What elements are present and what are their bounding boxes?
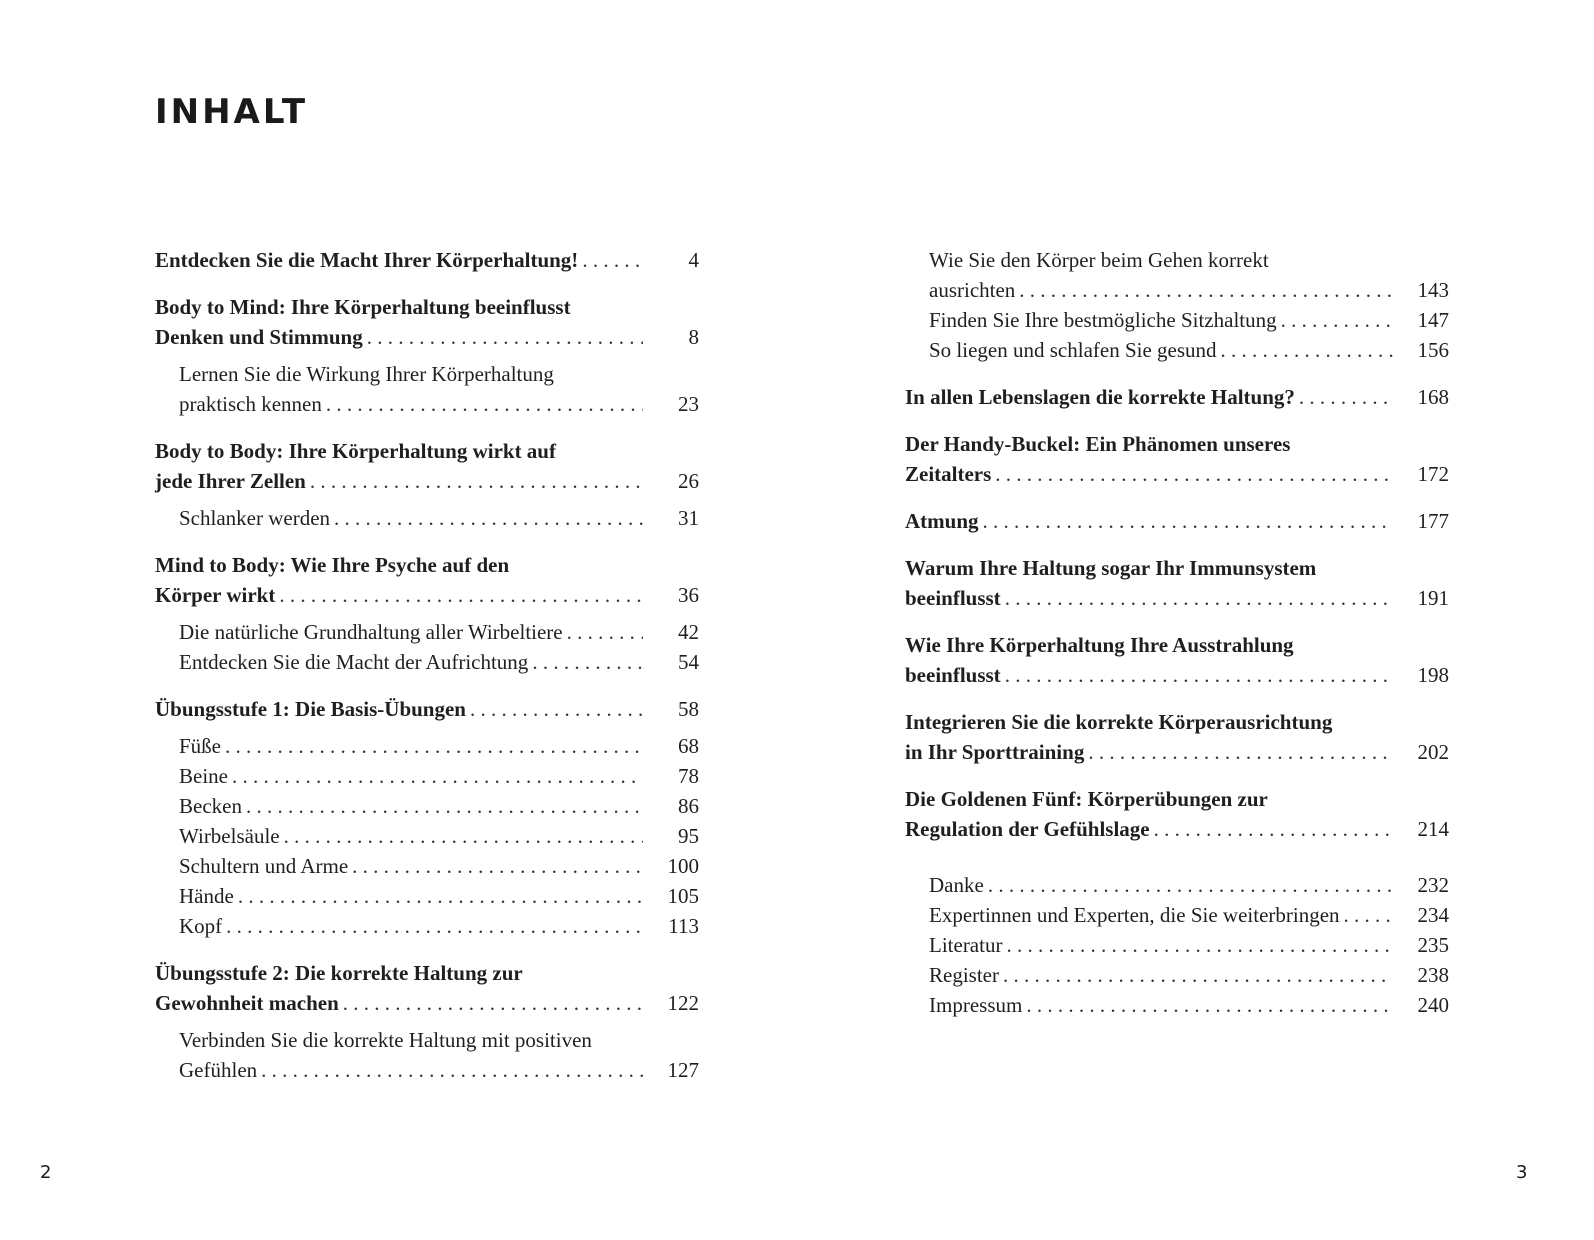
toc-entry-page: 232 (1417, 873, 1449, 897)
dot-leader (261, 1055, 643, 1085)
toc-entry[interactable] (155, 292, 699, 352)
toc-entry-page: 23 (678, 392, 699, 416)
dot-leader (1344, 900, 1393, 930)
toc-entry-title: Übungsstufe 1: Die Basis-Übungen (155, 697, 466, 721)
toc-entry-title: Impressum (929, 993, 1023, 1017)
page-title: INHALT (155, 92, 309, 132)
toc-entry-title: Mind to Body: Wie Ihre Psyche auf den (155, 553, 510, 577)
toc-entry[interactable] (155, 694, 699, 724)
toc-entry-page: 113 (668, 914, 699, 938)
toc-entry[interactable] (905, 630, 1449, 690)
toc-entry-page: 202 (1417, 740, 1449, 764)
toc-entry-title: Becken (179, 794, 242, 818)
dot-leader (1003, 960, 1393, 990)
page-number-left: 2 (40, 1162, 52, 1183)
toc-entry[interactable] (905, 245, 1449, 305)
toc-entry[interactable] (155, 791, 699, 821)
toc-entry-title: Regulation der Gefühlslage (905, 817, 1150, 841)
toc-entry[interactable] (155, 359, 699, 419)
toc-entry[interactable] (905, 870, 1449, 900)
dot-leader (1005, 660, 1393, 690)
dot-leader (1026, 990, 1393, 1020)
dot-leader (983, 506, 1393, 536)
toc-entry-title: Die Goldenen Fünf: Körperübungen zur (905, 787, 1268, 811)
toc-entry-title: Danke (929, 873, 984, 897)
dot-leader (284, 821, 643, 851)
toc-entry-title: Lernen Sie die Wirkung Ihrer Körperhaltung (179, 362, 554, 386)
toc-entry-page: 122 (667, 991, 699, 1015)
toc-entry-title: Kopf (179, 914, 223, 938)
toc-entry-title: praktisch kennen (179, 392, 322, 416)
toc-entry[interactable] (905, 930, 1449, 960)
toc-entry-title: Übungsstufe 2: Die korrekte Haltung zur (155, 961, 523, 985)
toc-entry-title: Wie Sie den Körper beim Gehen korrekt (929, 248, 1269, 272)
dot-leader (226, 911, 643, 941)
toc-entry-page: 68 (678, 734, 699, 758)
dot-leader (279, 580, 643, 610)
toc-entry-page: 191 (1417, 586, 1449, 610)
toc-entry-page: 172 (1417, 462, 1449, 486)
toc-entry-page: 238 (1417, 963, 1449, 987)
toc-entry-title: Gewohnheit machen (155, 991, 339, 1015)
dot-leader (1006, 930, 1393, 960)
toc-entry-title: Denken und Stimmung (155, 325, 363, 349)
toc-entry-page: 235 (1417, 933, 1449, 957)
dot-leader (1154, 814, 1393, 844)
dot-leader (367, 322, 643, 352)
dot-leader (225, 731, 643, 761)
toc-entry[interactable] (905, 305, 1449, 335)
dot-leader (334, 503, 643, 533)
toc-entry-page: 95 (678, 824, 699, 848)
toc-entry-page: 36 (678, 583, 699, 607)
toc-entry-title: Entdecken Sie die Macht Ihrer Körperhaltung! (155, 248, 579, 272)
toc-entry[interactable] (905, 553, 1449, 613)
toc-entry-title: Literatur (929, 933, 1003, 957)
toc-entry-page: 86 (678, 794, 699, 818)
toc-entry-page: 8 (688, 325, 699, 349)
toc-entry-title: in Ihr Sporttraining (905, 740, 1085, 764)
toc-entry-page: 234 (1417, 903, 1449, 927)
toc-entry[interactable] (155, 821, 699, 851)
toc-entry-title: Schultern und Arme (179, 854, 349, 878)
toc-entry-title: Body to Body: Ihre Körperhaltung wirkt auf (155, 439, 556, 463)
dot-leader (567, 617, 643, 647)
toc-entry-page: 78 (678, 764, 699, 788)
toc-entry[interactable] (155, 851, 699, 881)
toc-column-right (905, 245, 1449, 1020)
toc-entry-page: 26 (678, 469, 699, 493)
dot-leader (1019, 275, 1393, 305)
toc-entry-page: 168 (1417, 385, 1449, 409)
dot-leader (470, 694, 643, 724)
toc-entry[interactable] (155, 1025, 699, 1085)
toc-entry-title: Gefühlen (179, 1058, 258, 1082)
toc-entry[interactable] (155, 911, 699, 941)
toc-entry-page: 147 (1417, 308, 1449, 332)
dot-leader (238, 881, 643, 911)
dot-leader (1005, 583, 1393, 613)
dot-leader (310, 466, 643, 496)
toc-entry-title: ausrichten (929, 278, 1016, 302)
toc-entry-page: 240 (1417, 993, 1449, 1017)
toc-entry-title: Expertinnen und Experten, die Sie weiterbringen (929, 903, 1340, 927)
toc-entry-page: 177 (1417, 509, 1449, 533)
page-number-right: 3 (1516, 1162, 1528, 1183)
dot-leader (343, 988, 643, 1018)
dot-leader (232, 761, 643, 791)
toc-entry-title: beeinflusst (905, 586, 1001, 610)
toc-entry-title: Der Handy-Buckel: Ein Phänomen unseres (905, 432, 1291, 456)
toc-entry[interactable] (905, 506, 1449, 536)
toc-entry-page: 4 (688, 248, 699, 272)
toc-entry-title: So liegen und schlafen Sie gesund (929, 338, 1217, 362)
toc-entry-title: Finden Sie Ihre bestmögliche Sitzhaltung (929, 308, 1277, 332)
toc-entry[interactable] (905, 900, 1449, 930)
toc-entry[interactable] (905, 707, 1449, 767)
toc-entry-title: Atmung (905, 509, 979, 533)
toc-entry[interactable] (155, 503, 699, 533)
toc-entry-page: 58 (678, 697, 699, 721)
toc-entry[interactable] (905, 429, 1449, 489)
toc-entry[interactable] (155, 958, 699, 1018)
toc-entry-title: Integrieren Sie die korrekte Körperausrichtung (905, 710, 1333, 734)
toc-column-left (155, 245, 699, 1085)
toc-entry-page: 156 (1417, 338, 1449, 362)
dot-leader (1281, 305, 1393, 335)
toc-entry-page: 31 (678, 506, 699, 530)
toc-entry-title: Body to Mind: Ihre Körperhaltung beeinflusst (155, 295, 571, 319)
dot-leader (1088, 737, 1393, 767)
dot-leader (1299, 382, 1393, 412)
toc-entry-page: 100 (667, 854, 699, 878)
toc-entry[interactable] (155, 881, 699, 911)
toc-entry-page: 198 (1417, 663, 1449, 687)
toc-entry-title: Die natürliche Grundhaltung aller Wirbeltiere (179, 620, 563, 644)
toc-entry[interactable] (155, 647, 699, 677)
toc-entry[interactable] (155, 761, 699, 791)
toc-entry-title: Körper wirkt (155, 583, 276, 607)
toc-entry[interactable] (155, 245, 699, 275)
toc-entry[interactable] (905, 382, 1449, 412)
toc-entry-title: Füße (179, 734, 221, 758)
dot-leader (995, 459, 1393, 489)
dot-leader (582, 245, 643, 275)
toc-entry-title: Warum Ihre Haltung sogar Ihr Immunsystem (905, 556, 1317, 580)
toc-entry-page: 105 (667, 884, 699, 908)
toc-entry[interactable] (155, 617, 699, 647)
dot-leader (988, 870, 1393, 900)
toc-entry[interactable] (905, 990, 1449, 1020)
toc-entry-title: Register (929, 963, 999, 987)
toc-entry-page: 54 (678, 650, 699, 674)
toc-entry[interactable] (905, 784, 1449, 844)
dot-leader (326, 389, 643, 419)
toc-entry[interactable] (155, 436, 699, 496)
toc-entry-title: beeinflusst (905, 663, 1001, 687)
toc-entry-title: Verbinden Sie die korrekte Haltung mit positiven (179, 1028, 592, 1052)
toc-entry-title: Hände (179, 884, 234, 908)
toc-entry-title: In allen Lebenslagen die korrekte Haltung? (905, 385, 1295, 409)
toc-entry-page: 214 (1417, 817, 1449, 841)
toc-entry-title: Beine (179, 764, 228, 788)
toc-entry-title: Wirbelsäule (179, 824, 280, 848)
toc-entry-title: jede Ihrer Zellen (155, 469, 306, 493)
toc-entry-page: 42 (678, 620, 699, 644)
toc-entry[interactable] (905, 960, 1449, 990)
dot-leader (352, 851, 643, 881)
toc-entry-page: 143 (1417, 278, 1449, 302)
toc-entry-title: Entdecken Sie die Macht der Aufrichtung (179, 650, 529, 674)
dot-leader (532, 647, 643, 677)
toc-entry-title: Zeitalters (905, 462, 992, 486)
toc-entry-title: Schlanker werden (179, 506, 331, 530)
toc-entry[interactable] (155, 731, 699, 761)
toc-entry-title: Wie Ihre Körperhaltung Ihre Ausstrahlung (905, 633, 1294, 657)
toc-entry[interactable] (155, 550, 699, 610)
dot-leader (1221, 335, 1393, 365)
dot-leader (246, 791, 643, 821)
toc-entry-page: 127 (667, 1058, 699, 1082)
toc-entry[interactable] (905, 335, 1449, 365)
